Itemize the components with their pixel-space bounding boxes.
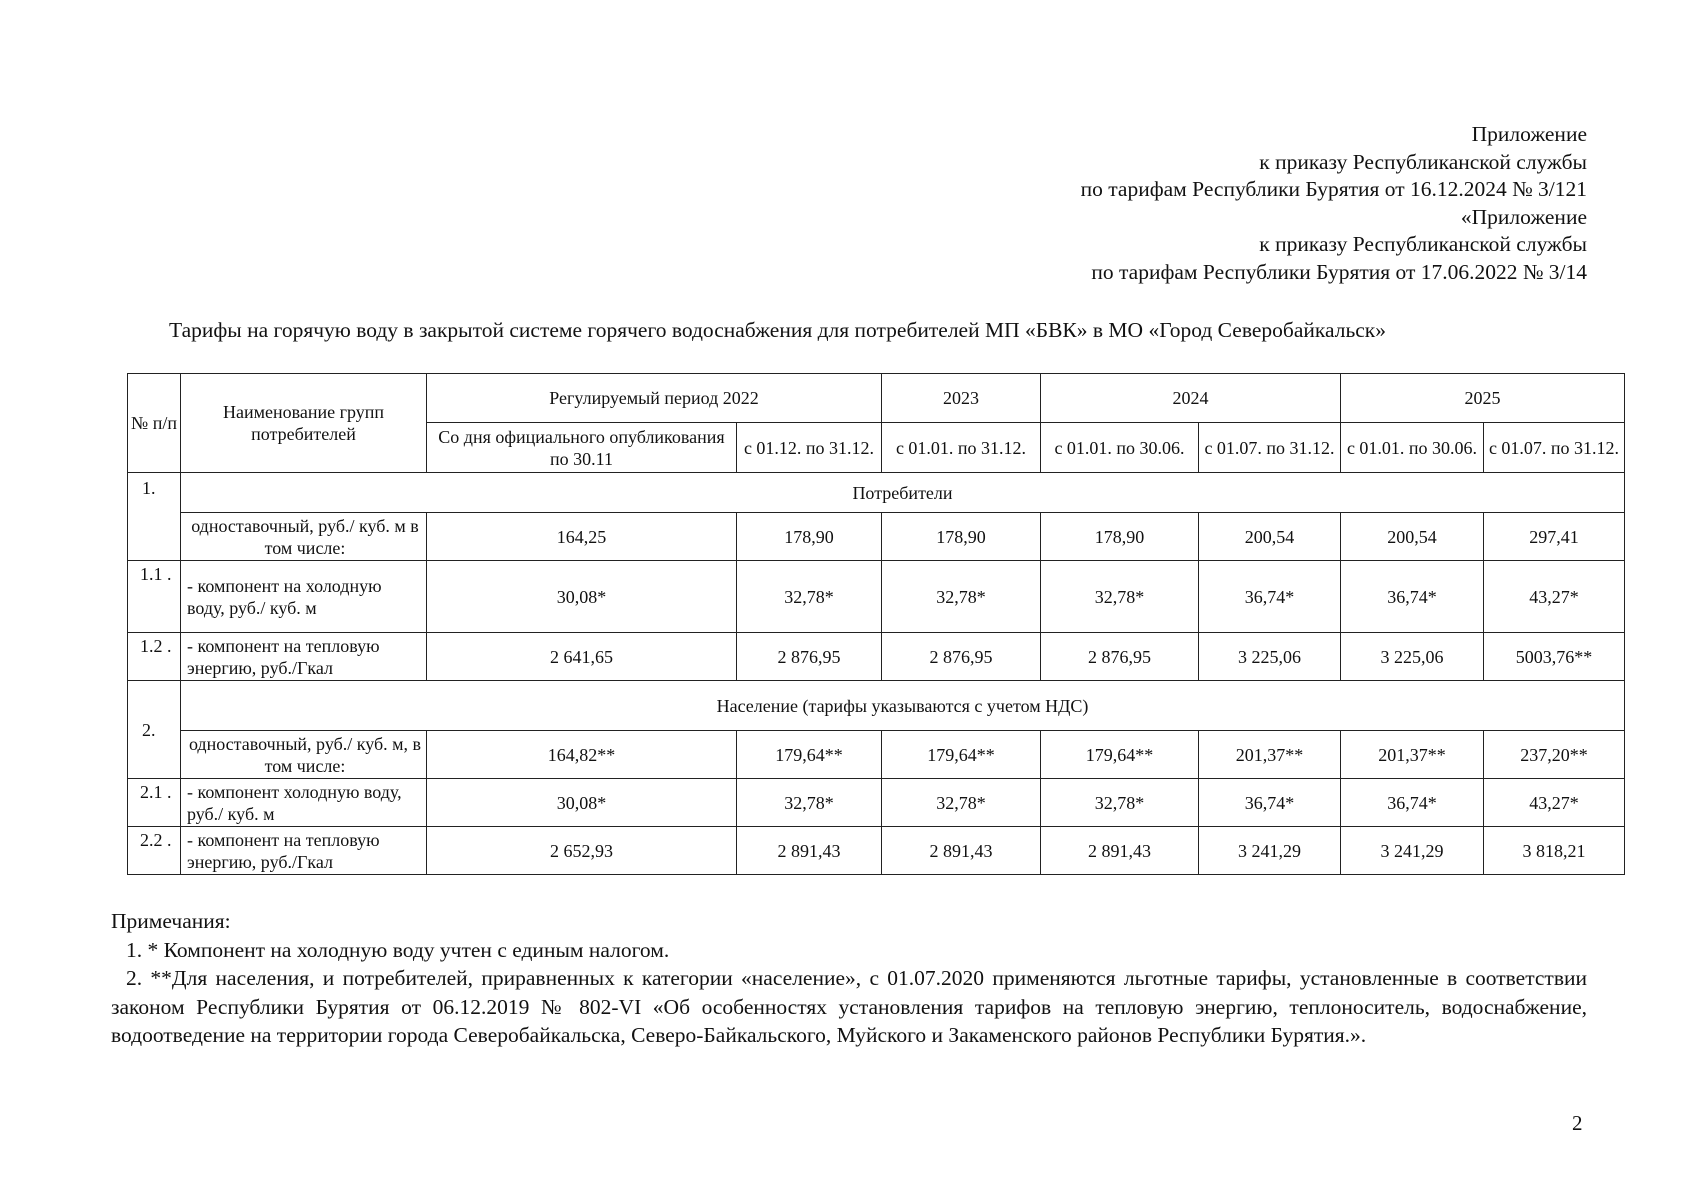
value-cell: 5003,76** <box>1484 633 1625 681</box>
subheader-cell: с 01.01. по 31.12. <box>882 423 1041 473</box>
subheader-cell: Со дня официального опубликования по 30.11 <box>427 423 737 473</box>
subheader-cell: с 01.12. по 31.12. <box>737 423 882 473</box>
value-cell: 200,54 <box>1341 513 1484 561</box>
row-name: одноставочный, руб./ куб. м, в том числе: <box>181 731 427 779</box>
row-number: 1.2 . <box>128 633 181 681</box>
value-cell: 201,37** <box>1199 731 1341 779</box>
section-number: 2. <box>128 681 181 779</box>
subheader-cell: с 01.07. по 31.12. <box>1199 423 1341 473</box>
value-cell: 178,90 <box>1041 513 1199 561</box>
value-cell: 32,78* <box>882 561 1041 633</box>
subheader-cell: с 01.01. по 30.06. <box>1341 423 1484 473</box>
header-num: № п/п <box>128 374 181 473</box>
table-row <box>128 731 1625 779</box>
subheader-cell: с 01.01. по 30.06. <box>1041 423 1199 473</box>
notes-heading: Примечания: <box>111 909 231 933</box>
value-cell: 2 891,43 <box>1041 827 1199 875</box>
table-row <box>128 779 1625 827</box>
row-name: - компонент на холодную воду, руб./ куб. м <box>181 561 427 633</box>
value-cell: 297,41 <box>1484 513 1625 561</box>
value-cell: 2 891,43 <box>882 827 1041 875</box>
value-cell: 2 876,95 <box>882 633 1041 681</box>
value-cell: 30,08* <box>427 779 737 827</box>
row-number: 2.1 . <box>128 779 181 827</box>
value-cell: 2 652,93 <box>427 827 737 875</box>
note-item: 1. * Компонент на холодную воду учтен с единым налогом. <box>126 937 670 962</box>
value-cell: 164,25 <box>427 513 737 561</box>
value-cell: 237,20** <box>1484 731 1625 779</box>
row-number: 1.1 . <box>128 561 181 633</box>
value-cell: 36,74* <box>1199 779 1341 827</box>
page-number: 2 <box>1572 1111 1583 1135</box>
header-year-2023: 2023 <box>882 374 1041 423</box>
value-cell: 3 241,29 <box>1341 827 1484 875</box>
value-cell: 2 641,65 <box>427 633 737 681</box>
value-cell: 3 225,06 <box>1199 633 1341 681</box>
value-cell: 43,27* <box>1484 779 1625 827</box>
document-title: Тарифы на горячую воду в закрытой системе горячего водоснабжения для потребителей МП «БВК» в МО «Город Северобайкальск» <box>168 318 1387 342</box>
table-row <box>128 633 1625 681</box>
value-cell: 2 876,95 <box>1041 633 1199 681</box>
section-heading: Потребители <box>181 473 1625 513</box>
header-line: к приказу Республиканской службы <box>1259 149 1587 174</box>
section-number: 1. <box>128 473 181 561</box>
row-name: - компонент холодную воду, руб./ куб. м <box>181 779 427 827</box>
section-heading-row <box>128 681 1625 731</box>
value-cell: 30,08* <box>427 561 737 633</box>
value-cell: 3 225,06 <box>1341 633 1484 681</box>
row-name: - компонент на тепловую энергию, руб./Гкал <box>181 633 427 681</box>
value-cell: 3 818,21 <box>1484 827 1625 875</box>
value-cell: 179,64** <box>737 731 882 779</box>
value-cell: 36,74* <box>1341 779 1484 827</box>
header-line: по тарифам Республики Бурятия от 17.06.2022 № 3/14 <box>1091 259 1587 284</box>
appendix-header <box>887 121 1587 286</box>
tariff-table <box>127 373 1625 875</box>
value-cell: 32,78* <box>737 561 882 633</box>
header-name: Наименование групп потребителей <box>181 374 427 473</box>
value-cell: 2 876,95 <box>737 633 882 681</box>
table-row <box>128 827 1625 875</box>
value-cell: 43,27* <box>1484 561 1625 633</box>
table-row <box>128 561 1625 633</box>
section-heading-row <box>128 473 1625 513</box>
value-cell: 200,54 <box>1199 513 1341 561</box>
notes-section <box>111 907 1587 1050</box>
value-cell: 32,78* <box>1041 561 1199 633</box>
table-header-row <box>128 374 1625 423</box>
row-name: одноставочный, руб./ куб. м в том числе: <box>181 513 427 561</box>
header-line: по тарифам Республики Бурятия от 16.12.2024 № 3/121 <box>1080 177 1587 201</box>
header-line: Приложение <box>1471 122 1587 146</box>
header-line: к приказу Республиканской службы <box>1259 232 1587 256</box>
row-number: 2.2 . <box>128 827 181 875</box>
value-cell: 3 241,29 <box>1199 827 1341 875</box>
value-cell: 36,74* <box>1199 561 1341 633</box>
value-cell: 32,78* <box>882 779 1041 827</box>
row-name: - компонент на тепловую энергию, руб./Гкал <box>181 827 427 875</box>
value-cell: 164,82** <box>427 731 737 779</box>
note-item: 2. **Для населения, и потребителей, приравненных к категории «население», с 01.07.2020 применяются льготные тарифы, установленные в соответствии законом Республики Бурятия от 06.12.2019 № 802-VI «Об особенностях установления тарифов на тепловую энергию, теплоноситель, водоснабжение, водоотведение на территории города Северобайкальска, Северо-Байкальского, Муйского и Закаменского районов Республики Бурятия.». <box>111 966 1587 1047</box>
value-cell: 36,74* <box>1341 561 1484 633</box>
value-cell: 32,78* <box>737 779 882 827</box>
header-year-2024: 2024 <box>1041 374 1341 423</box>
value-cell: 179,64** <box>1041 731 1199 779</box>
value-cell: 32,78* <box>1041 779 1199 827</box>
value-cell: 201,37** <box>1341 731 1484 779</box>
table-row <box>128 513 1625 561</box>
header-period-2022: Регулируемый период 2022 <box>427 374 882 423</box>
section-heading: Население (тарифы указываются с учетом НДС) <box>181 681 1625 731</box>
header-year-2025: 2025 <box>1341 374 1625 423</box>
value-cell: 178,90 <box>882 513 1041 561</box>
value-cell: 2 891,43 <box>737 827 882 875</box>
header-line: «Приложение <box>1460 204 1587 229</box>
subheader-cell: с 01.07. по 31.12. <box>1484 423 1625 473</box>
value-cell: 178,90 <box>737 513 882 561</box>
value-cell: 179,64** <box>882 731 1041 779</box>
